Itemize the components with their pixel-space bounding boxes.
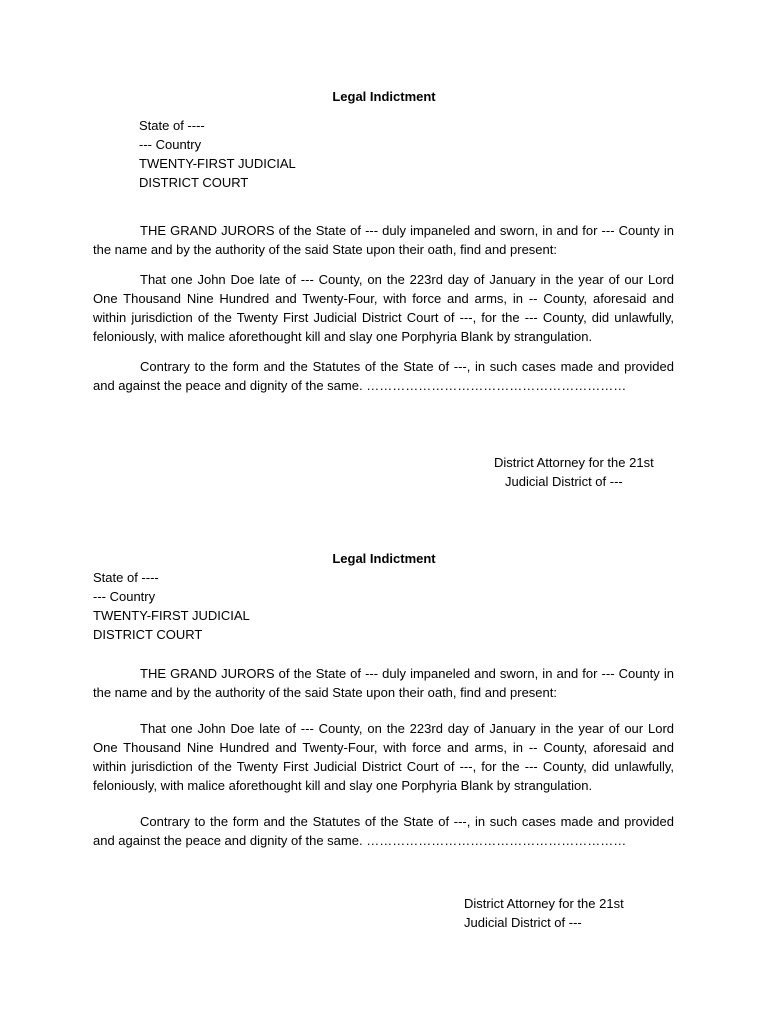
court-line: DISTRICT COURT <box>93 627 203 642</box>
signature-title: District Attorney for the 21st <box>464 896 624 911</box>
court-line: State of ---- <box>139 118 205 133</box>
paragraph-charge: That one John Doe late of --- County, on the 223rd day of January in the year of our Lord One Thousand Nine Hundred and Twenty-Four, with force and arms, in -- County, aforesaid and within jurisdiction of the Twenty First Judicial District Court of ---, for the --- County, did unlawfully, feloniously, with malice aforethought kill and slay one Porphyria Blank by strangulation. <box>93 271 674 345</box>
paragraph-charge: That one John Doe late of --- County, on the 223rd day of January in the year of our Lord One Thousand Nine Hundred and Twenty-Four, with force and arms, in -- County, aforesaid and within jurisdiction of the Twenty First Judicial District Court of ---, for the --- County, did unlawfully, feloniously, with malice aforethought kill and slay one Porphyria Blank by strangulation. <box>93 720 674 794</box>
paragraph-statutes: Contrary to the form and the Statutes of the State of ---, in such cases made and provided and against the peace and dignity of the same. …………………………………………………… <box>93 813 674 849</box>
court-line: State of ---- <box>93 570 159 585</box>
signature-title: District Attorney for the 21st <box>494 455 654 470</box>
paragraph-grand-jurors: THE GRAND JURORS of the State of --- duly impaneled and sworn, in and for --- County in the name and by the authority of the said State upon their oath, find and present: <box>93 223 674 258</box>
court-line: TWENTY-FIRST JUDICIAL <box>93 608 250 623</box>
court-line: DISTRICT COURT <box>139 175 249 190</box>
document-title: Legal Indictment <box>332 89 436 104</box>
indictment-body <box>93 221 674 395</box>
court-line: --- Country <box>93 589 156 604</box>
court-heading <box>93 568 250 644</box>
court-line: TWENTY-FIRST JUDICIAL <box>139 156 296 171</box>
signature-district: Judicial District of --- <box>464 915 582 930</box>
court-line: --- Country <box>139 137 202 152</box>
court-heading <box>139 116 296 192</box>
signature-district: Judicial District of --- <box>505 474 623 489</box>
paragraph-statutes: Contrary to the form and the Statutes of the State of ---, in such cases made and provided and against the peace and dignity of the same. …………………………………………………… <box>93 358 674 394</box>
indictment-body <box>93 664 674 850</box>
document-title: Legal Indictment <box>332 551 436 566</box>
paragraph-grand-jurors: THE GRAND JURORS of the State of --- duly impaneled and sworn, in and for --- County in the name and by the authority of the said State upon their oath, find and present: <box>93 666 674 701</box>
